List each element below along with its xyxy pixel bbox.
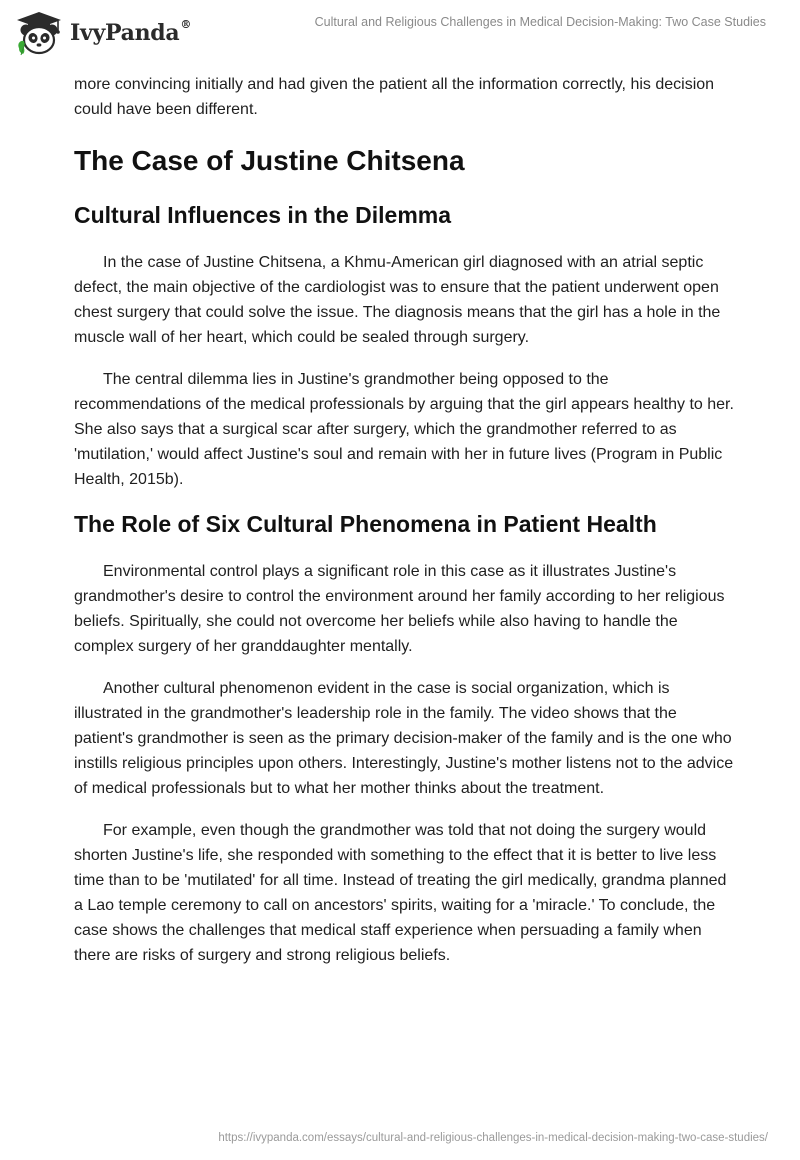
intro-paragraph: more convincing initially and had given the patient all the information correctly, his decision could have been different.	[74, 76, 715, 118]
section-heading-cultural-influences: Cultural Influences in the Dilemma	[74, 202, 452, 228]
panda-graduate-icon	[14, 10, 64, 56]
source-url[interactable]: https://ivypanda.com/essays/cultural-and-religious-challenges-in-medical-decision-making-two-case-studies/	[218, 1132, 768, 1144]
brand-name: IvyPanda®	[70, 18, 192, 46]
ivypanda-logo[interactable]	[14, 10, 191, 56]
paragraph: Environmental control plays a significant role in this case as it illustrates Justine's grandmother's desire to control the environment around her family according to her religious beliefs. Spiritually, she could not overcome her beliefs while also having to handle the complex surgery of her granddaughter mentally.	[74, 563, 725, 655]
essay-content	[74, 72, 734, 985]
paragraph: Another cultural phenomenon evident in the case is social organization, which is illustrated in the grandmother's leadership role in the family. The video shows that the patient's grandmother is seen as the primary decision-maker of the family and is the one who instills religious principles upon others. Interestingly, Justine's mother listens not to the advice of medical professionals but to what her mother thinks about the treatment.	[74, 680, 734, 797]
section-heading-cultural-phenomena: The Role of Six Cultural Phenomena in Patient Health	[74, 511, 657, 537]
paragraph: The central dilemma lies in Justine's grandmother being opposed to the recommendations of the medical professionals by arguing that the girl appears healthy to her. She also says that a surgical scar after surgery, which the grandmother referred to as 'mutilation,' would affect Justine's soul and remain with her in future lives (Program in Public Health, 2015b).	[74, 371, 734, 488]
paragraph: For example, even though the grandmother was told that not doing the surgery would shorten Justine's life, she responded with something to the effect that it is better to live less time than to be 'mutilated' for all time. Instead of treating the girl medically, grandma planned a Lao temple ceremony to call on ancestors' spirits, waiting for a 'miracle.' To conclude, the case shows the challenges that medical staff experience when persuading a family when there are risks of surgery and strong religious beliefs.	[74, 822, 727, 964]
document-title: Cultural and Religious Challenges in Medical Decision-Making: Two Case Studies	[314, 15, 766, 29]
paragraph: In the case of Justine Chitsena, a Khmu-American girl diagnosed with an atrial septic defect, the main objective of the cardiologist was to ensure that the patient underwent open chest surgery that could solve the issue. The diagnosis means that the girl has a hole in the muscle wall of her heart, which could be sealed through surgery.	[74, 254, 721, 346]
page-header	[0, 0, 800, 70]
case-heading: The Case of Justine Chitsena	[74, 145, 465, 176]
registered-mark: ®	[180, 18, 192, 31]
